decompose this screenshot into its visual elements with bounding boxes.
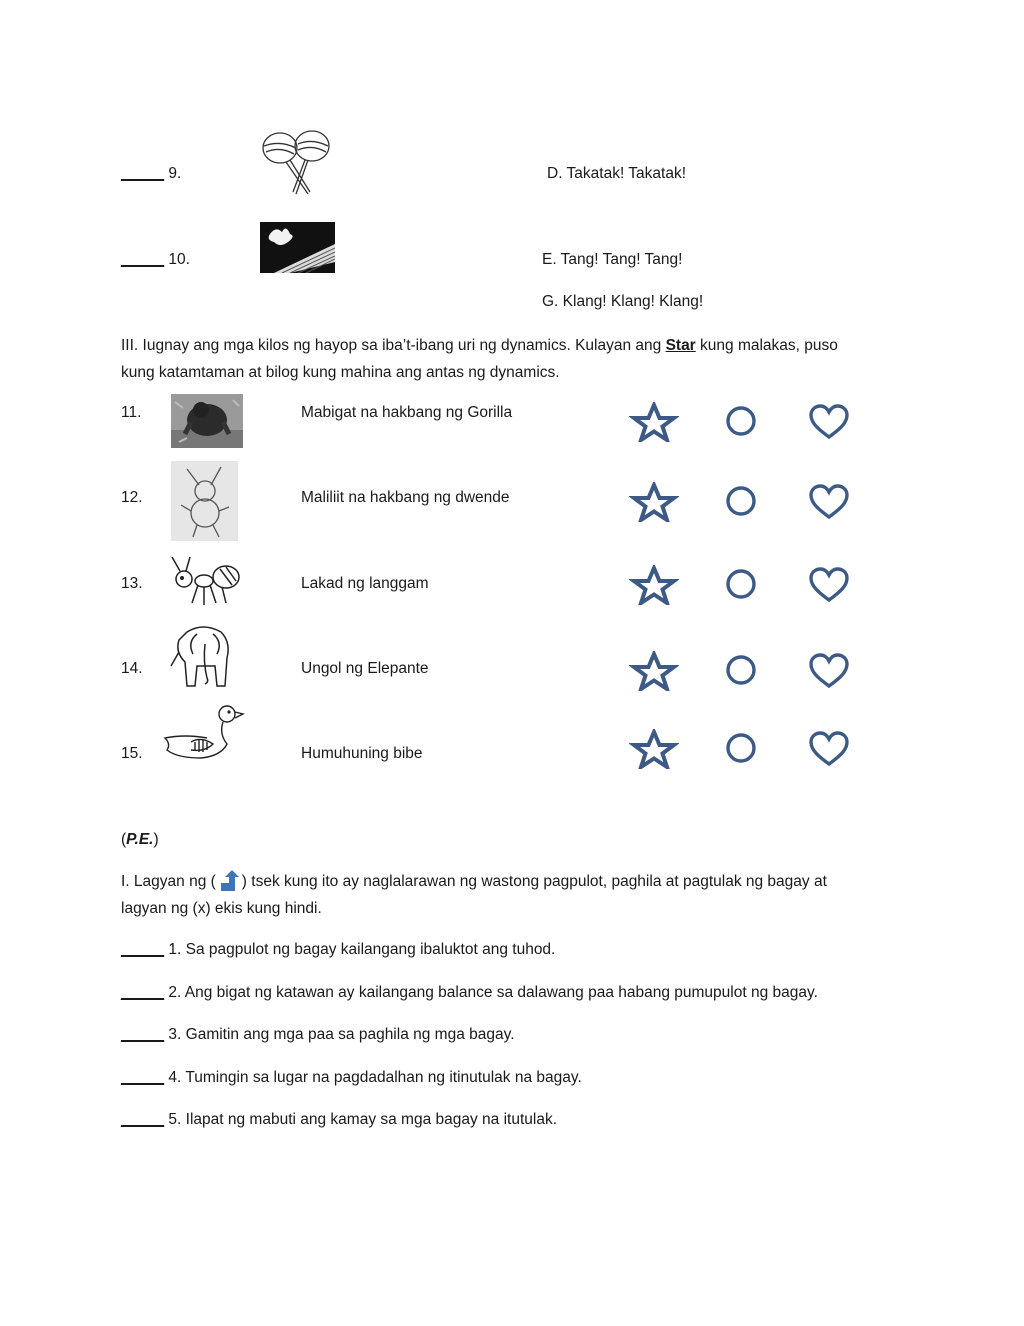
heart-icon[interactable] bbox=[804, 565, 854, 605]
choice-g: G. Klang! Klang! Klang! bbox=[542, 293, 704, 310]
answer-blank[interactable]: _____ bbox=[121, 1111, 165, 1128]
heart-icon[interactable] bbox=[804, 482, 854, 522]
circle-icon[interactable] bbox=[718, 651, 768, 691]
answer-blank[interactable]: _____ bbox=[121, 251, 165, 268]
answer-blank[interactable]: _____ bbox=[121, 165, 165, 182]
pe-instructions bbox=[121, 868, 911, 922]
answer-blank[interactable]: _____ bbox=[121, 984, 165, 1001]
item-number: 10. bbox=[164, 251, 190, 268]
pe-item-1: _____ 1. Sa pagpulot ng bagay kailangang ibaluktot ang tuhod. bbox=[121, 941, 556, 958]
star-icon[interactable] bbox=[629, 729, 679, 769]
row-number: 11. bbox=[121, 404, 142, 421]
instruction-line-1: III. Iugnay ang mga kilos ng hayop sa iba’t-ibang uri ng dynamics. Kulayan ang Star kung malakas, puso bbox=[121, 337, 838, 354]
item-number: 9. bbox=[164, 165, 182, 182]
pe-heading: (P.E.) bbox=[121, 831, 159, 848]
circle-icon[interactable] bbox=[718, 402, 768, 442]
check-arrow-icon bbox=[217, 869, 241, 893]
row-text: Humuhuning bibe bbox=[301, 745, 423, 762]
star-icon[interactable] bbox=[629, 482, 679, 522]
item-10-label bbox=[121, 251, 190, 269]
star-icon[interactable] bbox=[629, 651, 679, 691]
circle-icon[interactable] bbox=[718, 482, 768, 522]
pe-instruction-line-2: lagyan ng (x) ekis kung hindi. bbox=[121, 900, 322, 917]
section-3-instructions bbox=[121, 332, 911, 386]
heart-icon[interactable] bbox=[804, 402, 854, 442]
item-9-label bbox=[121, 165, 181, 183]
heart-icon[interactable] bbox=[804, 651, 854, 691]
answer-blank[interactable]: _____ bbox=[121, 1069, 165, 1086]
row-number: 12. bbox=[121, 489, 143, 506]
row-number: 14. bbox=[121, 660, 143, 677]
star-keyword: Star bbox=[665, 337, 696, 354]
maracas-image bbox=[258, 130, 336, 198]
pe-instruction-line-1: I. Lagyan ng ( ) tsek kung ito ay naglalarawan ng wastong pagpulot, paghila at pagtulak ng bagay at bbox=[121, 868, 911, 895]
row-text: Mabigat na hakbang ng Gorilla bbox=[301, 404, 513, 421]
row-text: Ungol ng Elepante bbox=[301, 660, 429, 677]
row-number: 13. bbox=[121, 575, 143, 592]
gorilla-image bbox=[171, 394, 243, 448]
answer-blank[interactable]: _____ bbox=[121, 941, 165, 958]
pe-item-5: _____ 5. Ilapat ng mabuti ang kamay sa mga bagay na itutulak. bbox=[121, 1111, 558, 1128]
row-text: Lakad ng langgam bbox=[301, 575, 429, 592]
pe-item-4: _____ 4. Tumingin sa lugar na pagdadalhan ng itinutulak na bagay. bbox=[121, 1069, 582, 1086]
choice-d: D. Takatak! Takatak! bbox=[547, 165, 687, 182]
elephant-image bbox=[167, 622, 239, 690]
circle-icon[interactable] bbox=[718, 729, 768, 769]
ant-image bbox=[168, 553, 242, 609]
star-icon[interactable] bbox=[629, 565, 679, 605]
answer-blank[interactable]: _____ bbox=[121, 1026, 165, 1043]
instruction-line-2: kung katamtaman at bilog kung mahina ang antas ng dynamics. bbox=[121, 364, 560, 381]
row-number: 15. bbox=[121, 745, 143, 762]
circle-icon[interactable] bbox=[718, 565, 768, 605]
choice-e: E. Tang! Tang! Tang! bbox=[542, 251, 683, 268]
pe-item-3: _____ 3. Gamitin ang mga paa sa paghila ng mga bagay. bbox=[121, 1026, 515, 1043]
pe-item-2: _____ 2. Ang bigat ng katawan ay kailangang balance sa dalawang paa habang pumupulot ng bagay. bbox=[121, 984, 818, 1001]
heart-icon[interactable] bbox=[804, 729, 854, 769]
piano-image bbox=[260, 222, 335, 273]
dwarf-image bbox=[171, 461, 238, 541]
duck-image bbox=[161, 700, 245, 762]
row-text: Maliliit na hakbang ng dwende bbox=[301, 489, 510, 506]
star-icon[interactable] bbox=[629, 402, 679, 442]
